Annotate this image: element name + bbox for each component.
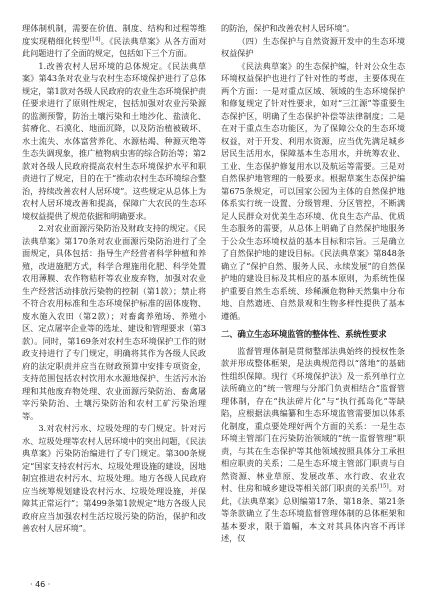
subsection-heading: （四）生态保护与自然资源开发中的生态环境权益保护 [221, 35, 405, 58]
left-column [22, 22, 206, 535]
paragraph [221, 345, 405, 545]
paragraph: 《民法典草案》的生态保护编，针对公众生态环境权益保护也进行了针对性的考虑，主要体现在两个方面：一是对重点区域、领域的生态环境保护和修复规定了针对性要求，如对“三江源”等重要生态保护区，明确了生态保护补偿等法律制度；二是在对于重点生态功能区，为了保障公众的生态环境权益，对于开发、利用水资源，应当优先满足城乡居民生活用水，保障基本生态用水，并统筹农业、工业、生态保护修复用水以及航运等需要。三是对自然保护地管理的一般要求。根据草案生态保护编第675条规定，可以国家公园为主体的自然保护地体系实行统一设置、分级管理、分区管控，不断满足人民群众对优美生态环境、优良生态产品、优质生态服务的需要，从总体上明确了自然保护地服务于公众生态环境权益的基本目标和宗旨。三是确立了自然保护地的建设目标。《民法典草案》第848条确立了“保护自然、服务人民、永续发展”的自然保护地的建设目标及其相应的基本原则，为系统性保护重要自然生态系统、珍稀濒危物种天然集中分布地、自然遗迹、自然景观和生物多样性提供了基本遵循。 [221, 60, 405, 321]
section-heading: 二、确立生态环境监管的整体性、系统性要求 [221, 329, 387, 339]
paragraph: 1.改善农村人居环境的总体规定。《民法典草案》第43条对农业与农村生态环境保护进行了总体规定，第1款对各级人民政府的农业生态环境保护责任要求进行了原则性规定，包括加强对农业污染源的监测预警，防治土壤污染和土地沙化、盐渍化、贫瘠化、石漠化、地面沉降，以及防治植被破坏、水土流失、水体富营养化、水源枯竭、种源灭绝等生态失调现象，推广植物病虫害的综合防治等；第2款对各级人民政府提高农村生态环境保护水平和职责进行了规定，目的在于“推动农村生态环境综合整治，持续改善农村人居环境”。这些规定从总体上为农村人居环境改善和提高，保障广大农民的生态环境权益提供了规范依据和明确要求。 [22, 60, 206, 221]
paragraph: 2.对农业面源污染防治及财政支持的规定。《民法典草案》第170条对农业面源污染防治进行了全面规定，具体包括：指导生产经营者科学种植和养殖，改进施肥方式，科学合理施用化肥、科学处置农用薄膜、农作物秸秆等农业废弃物，加强对农业生产经营活动排放污染物的控制（第1款）；禁止将不符合农用标准和生态环境保护标准的固体废物、废水施入农田（第2款）；对畜禽养殖场、养殖小区、定点屠宰企业等的选址、建设和管理要求（第3款）。同时，第169条对农村生态环境保护工作的财政支持进行了专门规定，明确将其作为各级人民政府的法定职责并应当在财政预算中安排专项资金，支持范围包括农村饮用水水源地保护、生活污水治理和其他废弃物处理、农业面源污染防治、畜禽屠宰污染防治、土壤污染防治和农村工矿污染治理等。 [22, 223, 206, 421]
page-number: · 46 · [30, 580, 51, 589]
paragraph-text: 。对此，《法典草案》总则编第17条、第18条、第21条等条款确立了生态环境监督管理体制的总体框架和基本要求，限于篇幅，本文对其具体内容不再详述，仅 [221, 483, 405, 543]
citation-ref: [14] [89, 35, 101, 42]
paragraph: 3.对农村污水、垃圾处理的专门规定。针对污水、垃圾处理等农村人居环境中的突出问题，《民法典草案》污染防治编进行了专门规定。第300条规定“国家支持农村污水、垃圾处理设施的建设，因地制宜推进农村污水、垃圾处理。地方各级人民政府应当统筹规划建设农村污水、垃圾处理设施，并保障其正常运行”；第499条第1款规定“地方各级人民政府应当加强农村生活垃圾污染的防治，保护和改善农村人居环境”。 [22, 423, 206, 533]
paragraph-text: 理体制机制，需要在价值、制度、结构和过程等维度实现精细化转型 [22, 23, 206, 46]
paragraph [22, 22, 206, 60]
paragraph-text: 监督管理体制是贯彻整部法典始终的授权性条款并形成整体框架，是法典规范得以“落地”的基础性组织保障。现行《环境保护法》及一系列单行立法所确立的“统一管理与分部门负责相结合”监督管理体制，存在“执法碎片化”与“执行孤岛化”等缺陷，应根据法典编纂和生态环境监管需要加以体系化制度，重点要处理好两个方面的关系：一是生态环境主管部门在污染防治领域的“统一监督管理”职责，与其在生态保护等其他领域按照具体分工承担相应职责的关系；二是生态环境主管部门职责与自然资源、林业草原、发展改革、水行政、农业农村、住房和城乡建设等相关部门职责的关系 [221, 345, 405, 493]
citation-ref: [15] [377, 483, 389, 490]
right-column [221, 22, 405, 545]
paragraph: 的防治，保护和改善农村人居环境”。 [221, 23, 355, 33]
paragraph-text: 。《民法典草案》从各方面对此问题进行了全面的规定，包括如下三个方面。 [22, 35, 207, 58]
